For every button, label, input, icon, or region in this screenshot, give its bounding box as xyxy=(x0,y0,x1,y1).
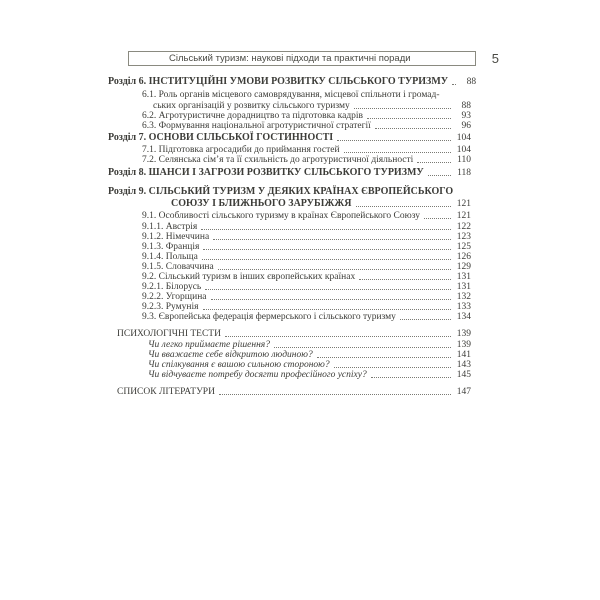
leader-dots xyxy=(400,312,451,320)
toc-label: Чи відчуваєте потребу досягти професійного успіху? xyxy=(148,370,367,380)
toc-chapter-6[interactable] xyxy=(108,76,477,87)
leader-dots xyxy=(359,272,451,280)
toc-label: 6.2. Агротуристичне дорадництво та підготовка кадрів xyxy=(142,111,364,121)
toc-section-6-3[interactable] xyxy=(142,121,471,131)
page-number: 5 xyxy=(491,51,499,66)
toc-section-9-2-3[interactable] xyxy=(142,302,471,312)
leader-dots xyxy=(354,101,451,109)
toc-section-6-1[interactable]: 6.1. Роль органів місцевого самоврядування, місцевої спільноти і громад- xyxy=(142,90,440,100)
toc-label: 7.2. Селянська сім’я та її схильність до агротуристичної діяльності xyxy=(142,155,414,165)
leader-dots xyxy=(356,199,451,207)
leader-dots xyxy=(334,360,451,368)
toc-page: 147 xyxy=(456,387,471,397)
toc-section-9-3[interactable] xyxy=(142,312,471,322)
leader-dots xyxy=(371,370,451,378)
toc-page: 145 xyxy=(456,370,471,380)
toc-section-9-1-5[interactable] xyxy=(142,262,471,272)
toc-page: 96 xyxy=(461,121,471,131)
toc-label: 9.3. Європейська федерація фермерського і сільського туризму xyxy=(142,312,396,322)
toc-label: 7.1. Підготовка агросадиби до приймання гостей xyxy=(142,145,340,155)
leader-dots xyxy=(337,133,451,141)
leader-dots xyxy=(367,111,451,119)
toc-chapter-7[interactable] xyxy=(108,133,471,143)
leader-dots xyxy=(213,232,451,240)
toc-test-3[interactable] xyxy=(148,360,471,370)
toc-page: 88 xyxy=(466,77,477,87)
toc-psych-tests[interactable] xyxy=(117,329,471,339)
toc-label: 9.1.1. Австрія xyxy=(142,222,198,232)
toc-section-7-2[interactable] xyxy=(142,155,471,165)
toc-section-9-2-1[interactable] xyxy=(142,282,471,292)
leader-dots xyxy=(218,262,451,270)
toc-label: Чи легко приймаєте рішення? xyxy=(148,340,270,350)
leader-dots xyxy=(203,242,451,250)
leader-dots xyxy=(225,329,451,337)
toc-label: ПСИХОЛОГІЧНІ ТЕСТИ xyxy=(117,329,221,339)
toc-page: 121 xyxy=(456,199,471,209)
toc-label: СПИСОК ЛІТЕРАТУРИ xyxy=(117,387,215,397)
toc-section-9-1-2[interactable] xyxy=(142,232,471,242)
toc-label: 9.1.5. Словаччина xyxy=(142,262,214,272)
toc-label: 9.1.4. Польща xyxy=(142,252,198,262)
toc-label: 9.2. Сільський туризм в інших європейських країнах xyxy=(142,272,356,282)
toc-label: Чи спілкування є вашою сильною стороною? xyxy=(148,360,330,370)
toc-page: 126 xyxy=(456,252,471,262)
toc-page: 139 xyxy=(456,340,471,350)
toc-page: 139 xyxy=(456,329,471,339)
leader-dots xyxy=(203,302,451,310)
leader-dots xyxy=(205,282,451,290)
toc-test-1[interactable] xyxy=(148,340,471,350)
toc-section-7-1[interactable] xyxy=(142,145,471,155)
leader-dots xyxy=(428,168,451,176)
toc-page: 129 xyxy=(456,262,471,272)
toc-test-2[interactable] xyxy=(148,350,471,360)
toc-label: 9.1. Особливості сільського туризму в країнах Європейського Союзу xyxy=(142,211,421,221)
toc-label: Розділ 6. ІНСТИТУЦІЙНІ УМОВИ РОЗВИТКУ СІЛЬСЬКОГО ТУРИЗМУ xyxy=(108,76,449,87)
toc-label: 6.3. Формування національної агротуристичної стратегії xyxy=(142,121,371,131)
toc-label: СОЮЗУ І БЛИЖНЬОГО ЗАРУБІЖЖЯ xyxy=(171,198,352,209)
toc-literature[interactable] xyxy=(117,387,471,397)
leader-dots xyxy=(274,340,451,348)
toc-label: ських організацій у розвитку сільського туризму xyxy=(153,101,350,111)
toc-section-6-2[interactable] xyxy=(142,111,471,121)
toc-page: 88 xyxy=(461,101,471,111)
leader-dots xyxy=(201,222,451,230)
leader-dots xyxy=(417,155,451,163)
toc-label: 9.2.2. Угорщина xyxy=(142,292,207,302)
toc-page: 134 xyxy=(456,312,471,322)
toc-test-4[interactable] xyxy=(148,370,471,380)
toc-page: 118 xyxy=(457,168,471,178)
leader-dots xyxy=(344,145,451,153)
toc-page: 132 xyxy=(456,292,471,302)
leader-dots xyxy=(219,387,451,395)
toc-chapter-9-cont[interactable] xyxy=(171,199,471,209)
toc-page: 104 xyxy=(456,145,471,155)
toc-label: 9.1.2. Німеччина xyxy=(142,232,210,242)
leader-dots xyxy=(317,350,451,358)
toc-page: 131 xyxy=(456,272,471,282)
toc-section-9-1[interactable] xyxy=(142,211,471,221)
toc-section-9-2[interactable] xyxy=(142,272,471,282)
toc-label: 9.1.3. Франція xyxy=(142,242,200,252)
leader-dots xyxy=(375,121,451,129)
toc-section-9-2-2[interactable] xyxy=(142,292,471,302)
toc-page: 133 xyxy=(456,302,471,312)
toc-section-9-1-3[interactable] xyxy=(142,242,471,252)
toc-chapter-8[interactable] xyxy=(108,168,471,178)
toc-page: 143 xyxy=(456,360,471,370)
toc-label: 9.2.3. Румунія xyxy=(142,302,199,312)
toc-page: 93 xyxy=(461,111,471,121)
toc-label: Розділ 7. ОСНОВИ СІЛЬСЬКОЇ ГОСТИННОСТІ xyxy=(108,132,334,143)
toc-label: Розділ 8. ШАНСИ І ЗАГРОЗИ РОЗВИТКУ СІЛЬСЬКОГО ТУРИЗМУ xyxy=(108,167,424,178)
toc-section-9-1-4[interactable] xyxy=(142,252,471,262)
toc-section-6-1-cont[interactable] xyxy=(153,101,471,111)
toc-page: 141 xyxy=(456,350,471,360)
leader-dots xyxy=(211,292,451,300)
toc-section-9-1-1[interactable] xyxy=(142,222,471,232)
toc-page: 104 xyxy=(456,133,471,143)
leader-dots xyxy=(424,211,451,219)
leader-dots xyxy=(202,252,451,260)
toc-page: 122 xyxy=(456,222,471,232)
toc-page: 123 xyxy=(456,232,471,242)
toc-page: 131 xyxy=(456,282,471,292)
running-header-title: Сільський туризм: наукові підходи та практичні поради xyxy=(169,53,411,64)
toc-page: 110 xyxy=(457,155,471,165)
toc-page: 121 xyxy=(456,211,471,221)
toc-label: Чи вважаєте себе відкритою людиною? xyxy=(148,350,313,360)
toc-chapter-9[interactable]: Розділ 9. СІЛЬСЬКИЙ ТУРИЗМ У ДЕЯКИХ КРАЇНАХ ЄВРОПЕЙСЬКОГО xyxy=(108,186,454,197)
toc-page: 125 xyxy=(456,242,471,252)
toc-label: 9.2.1. Білорусь xyxy=(142,282,202,292)
leader-dots xyxy=(452,77,456,85)
